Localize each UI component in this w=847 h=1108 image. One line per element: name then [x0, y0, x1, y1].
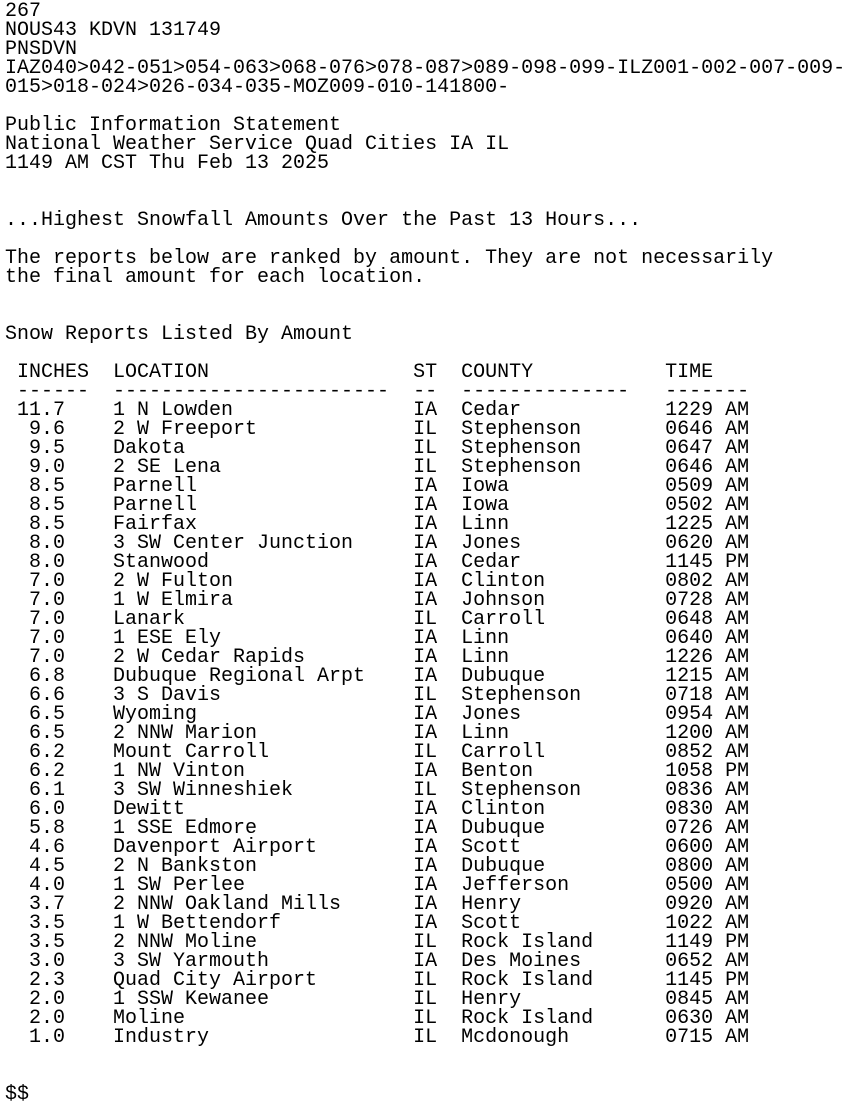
table-row: 9.0 2 SE Lena IL Stephenson 0646 AM — [5, 456, 750, 479]
header-line: PNSDVN — [5, 38, 78, 61]
table-row: 7.0 2 W Cedar Rapids IA Linn 1226 AM — [5, 646, 750, 669]
table-row: 2.3 Quad City Airport IL Rock Island 1145 PM — [5, 969, 750, 992]
header-line: Public Information Statement — [5, 114, 342, 137]
table-row: 4.6 Davenport Airport IA Scott 0600 AM — [5, 836, 750, 859]
table-row: 6.5 2 NNW Marion IA Linn 1200 AM — [5, 722, 750, 745]
table-row: 7.0 Lanark IL Carroll 0648 AM — [5, 608, 750, 631]
blank-line — [5, 287, 847, 306]
table-row: 9.6 2 W Freeport IL Stephenson 0646 AM — [5, 418, 750, 441]
table-header-row: INCHES LOCATION ST COUNTY TIME — [5, 361, 714, 384]
table-row: 8.0 3 SW Center Junction IA Jones 0620 AM — [5, 532, 750, 555]
table-row: 6.1 3 SW Winneshiek IL Stephenson 0836 AM — [5, 779, 750, 802]
table-row: 2.0 Moline IL Rock Island 0630 AM — [5, 1007, 750, 1030]
blank-line — [5, 173, 847, 192]
header-line: 015>018-024>026-034-035-MOZ009-010-141800- — [5, 76, 510, 99]
table-row: 6.2 Mount Carroll IL Carroll 0852 AM — [5, 741, 750, 764]
table-row: 6.2 1 NW Vinton IA Benton 1058 PM — [5, 760, 750, 783]
table-row: 11.7 1 N Lowden IA Cedar 1229 AM — [5, 399, 750, 422]
table-separator-row: ------ ----------------------- -- -------------- ------- — [5, 380, 750, 403]
header-line: NOUS43 KDVN 131749 — [5, 19, 222, 42]
table-row: 2.0 1 SSW Kewanee IL Henry 0845 AM — [5, 988, 750, 1011]
table-row: 1.0 Industry IL Mcdonough 0715 AM — [5, 1026, 750, 1049]
blank-line — [5, 1047, 847, 1066]
table-row: 4.0 1 SW Perlee IA Jefferson 0500 AM — [5, 874, 750, 897]
table-row: 5.8 1 SSE Edmore IA Dubuque 0726 AM — [5, 817, 750, 840]
table-row: 6.8 Dubuque Regional Arpt IA Dubuque 1215 AM — [5, 665, 750, 688]
table-row: 3.5 1 W Bettendorf IA Scott 1022 AM — [5, 912, 750, 935]
header-line: 1149 AM CST Thu Feb 13 2025 — [5, 152, 330, 175]
table-row: 8.5 Parnell IA Iowa 0509 AM — [5, 475, 750, 498]
table-row: 7.0 1 W Elmira IA Johnson 0728 AM — [5, 589, 750, 612]
table-row: 3.0 3 SW Yarmouth IA Des Moines 0652 AM — [5, 950, 750, 973]
table-row: 9.5 Dakota IL Stephenson 0647 AM — [5, 437, 750, 460]
table-row: 4.5 2 N Bankston IA Dubuque 0800 AM — [5, 855, 750, 878]
table-row: 7.0 2 W Fulton IA Clinton 0802 AM — [5, 570, 750, 593]
table-row: 6.0 Dewitt IA Clinton 0830 AM — [5, 798, 750, 821]
header-line: ...Highest Snowfall Amounts Over the Past 13 Hours... — [5, 209, 642, 232]
table-row: 3.5 2 NNW Moline IL Rock Island 1149 PM — [5, 931, 750, 954]
header-line: Snow Reports Listed By Amount — [5, 323, 354, 346]
header-line: the final amount for each location. — [5, 266, 426, 289]
header-line: 267 — [5, 0, 42, 23]
table-row: 6.5 Wyoming IA Jones 0954 AM — [5, 703, 750, 726]
table-row: 7.0 1 ESE Ely IA Linn 0640 AM — [5, 627, 750, 650]
header-line: IAZ040>042-051>054-063>068-076>078-087>089-098-099-ILZ001-002-007-009- — [5, 57, 846, 80]
header-line: The reports below are ranked by amount. They are not necessarily — [5, 247, 774, 270]
blank-line — [5, 1066, 847, 1085]
table-row: 8.0 Stanwood IA Cedar 1145 PM — [5, 551, 750, 574]
header-line: National Weather Service Quad Cities IA IL — [5, 133, 510, 156]
table-row: 3.7 2 NNW Oakland Mills IA Henry 0920 AM — [5, 893, 750, 916]
table-row: 8.5 Fairfax IA Linn 1225 AM — [5, 513, 750, 536]
footer-line: $$ — [5, 1083, 30, 1106]
table-row: 6.6 3 S Davis IL Stephenson 0718 AM — [5, 684, 750, 707]
table-row: 8.5 Parnell IA Iowa 0502 AM — [5, 494, 750, 517]
